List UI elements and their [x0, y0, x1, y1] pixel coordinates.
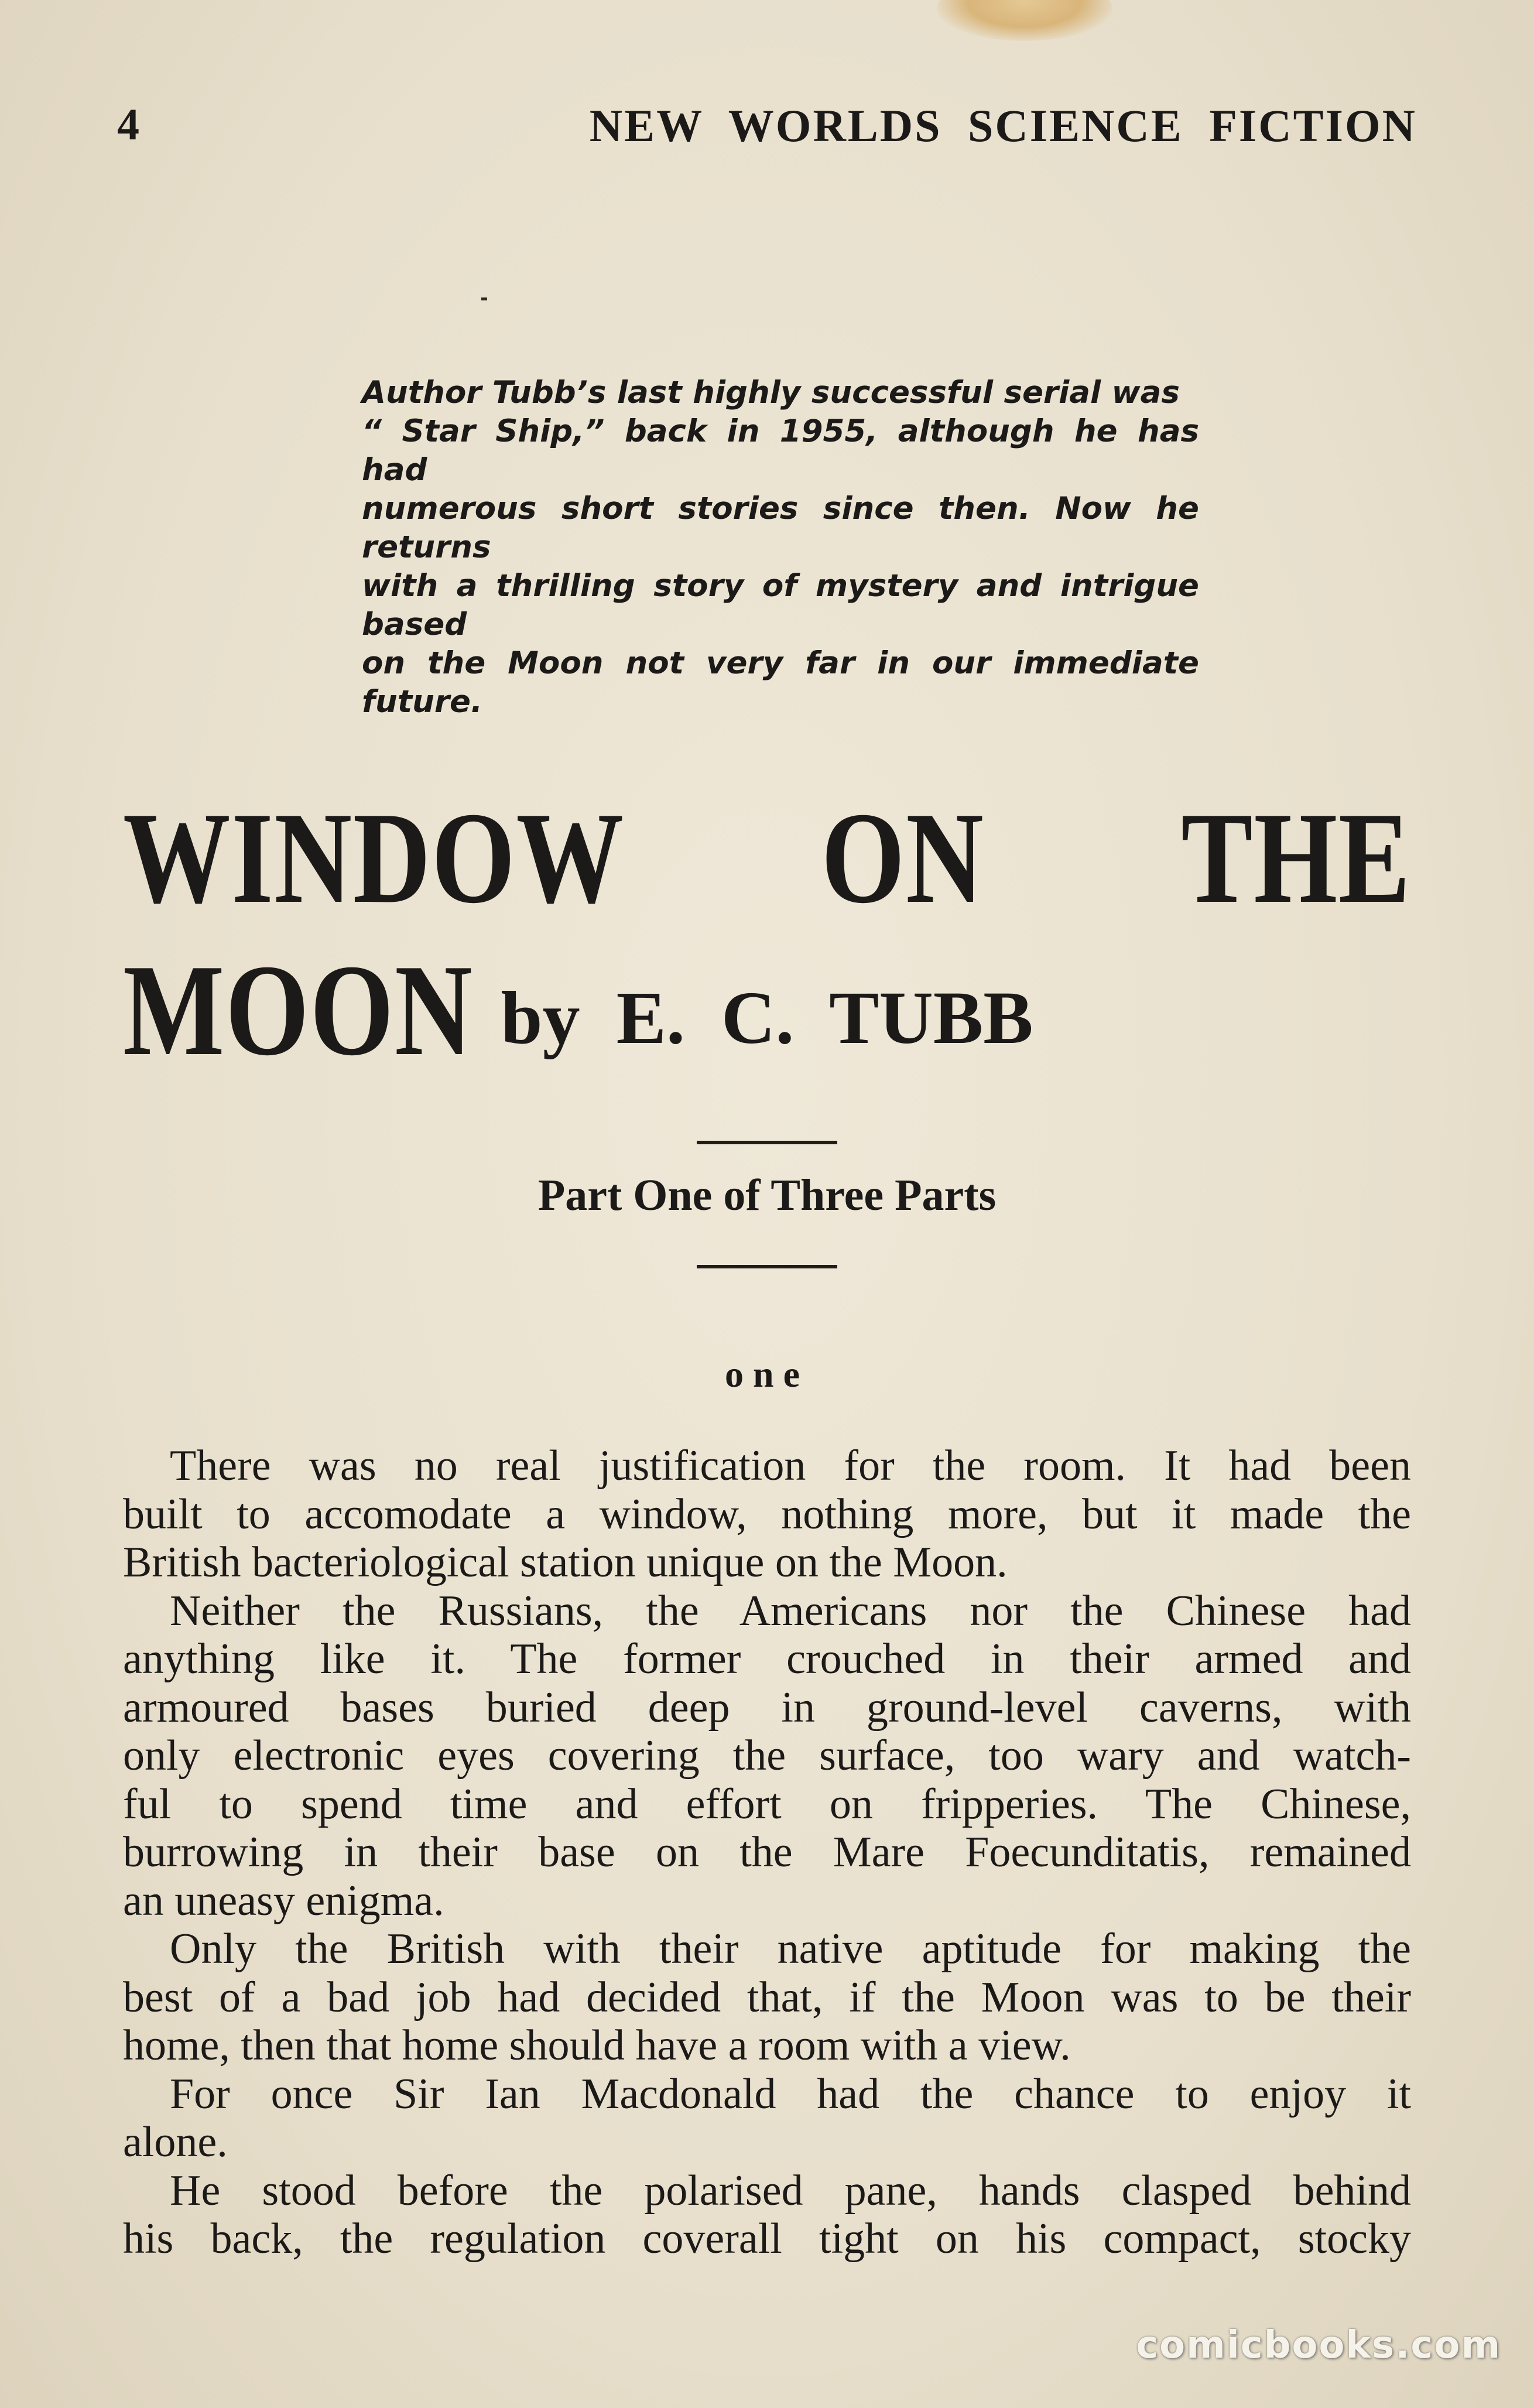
ink-mark [481, 297, 487, 300]
divider-rule [697, 1141, 837, 1144]
body-line: burrowing in their base on the Mare Foecunditatis, remained [123, 1828, 1411, 1876]
body-line: Neither the Russians, the Americans nor the Chinese had [170, 1586, 1411, 1635]
body-text [123, 1442, 1411, 2263]
body-line: British bacteriological station unique on the Moon. [123, 1538, 1008, 1586]
story-byline: by E. C. TUBB [501, 976, 1033, 1059]
body-line: ful to spend time and effort on fripperies. The Chinese, [123, 1780, 1411, 1828]
intro-line: on the Moon not very far in our immediate future. [362, 645, 1199, 720]
body-line: He stood before the polarised pane, hands clasped behind [170, 2166, 1411, 2215]
body-line: armoured bases buried deep in ground-level caverns, with [123, 1683, 1411, 1732]
body-line: home, then that home should have a room with a view. [123, 2022, 1071, 2070]
intro-line: numerous short stories since then. Now he returns [362, 491, 1199, 565]
intro-line: Author Tubb’s last highly successful serial was [362, 375, 1180, 411]
body-line: anything like it. The former crouched in their armed and [123, 1635, 1411, 1683]
body-line: an uneasy enigma. [123, 1876, 444, 1925]
intro-blurb [362, 374, 1199, 721]
intro-line: “ Star Ship,” back in 1955, although he has had [362, 413, 1199, 488]
story-title: WINDOW ON THE MOON [123, 785, 1412, 1083]
body-line: best of a bad job had decided that, if the Moon was to be their [123, 1973, 1411, 2022]
body-line: his back, the regulation coverall tight on his compact, stocky [123, 2215, 1411, 2263]
body-line: Only the British with their native aptitude for making the [170, 1925, 1411, 1973]
body-line: only electronic eyes covering the surface, too wary and watch- [123, 1732, 1411, 1780]
part-label: Part One of Three Parts [537, 1171, 997, 1220]
chapter-heading: one [725, 1353, 809, 1395]
body-line: For once Sir Ian Macdonald had the chance to enjoy it [170, 2070, 1411, 2118]
body-line: alone. [123, 2118, 228, 2166]
body-line: There was no real justification for the room. It had been [170, 1442, 1411, 1490]
intro-line: with a thrilling story of mystery and intrigue based [362, 568, 1199, 642]
page-number: 4 [117, 100, 141, 149]
running-head: NEW WORLDS SCIENCE FICTION [589, 100, 1417, 151]
divider-rule [697, 1265, 837, 1268]
body-line: built to accomodate a window, nothing more, but it made the [123, 1490, 1411, 1538]
watermark: comicbooks.com [1136, 2324, 1501, 2367]
